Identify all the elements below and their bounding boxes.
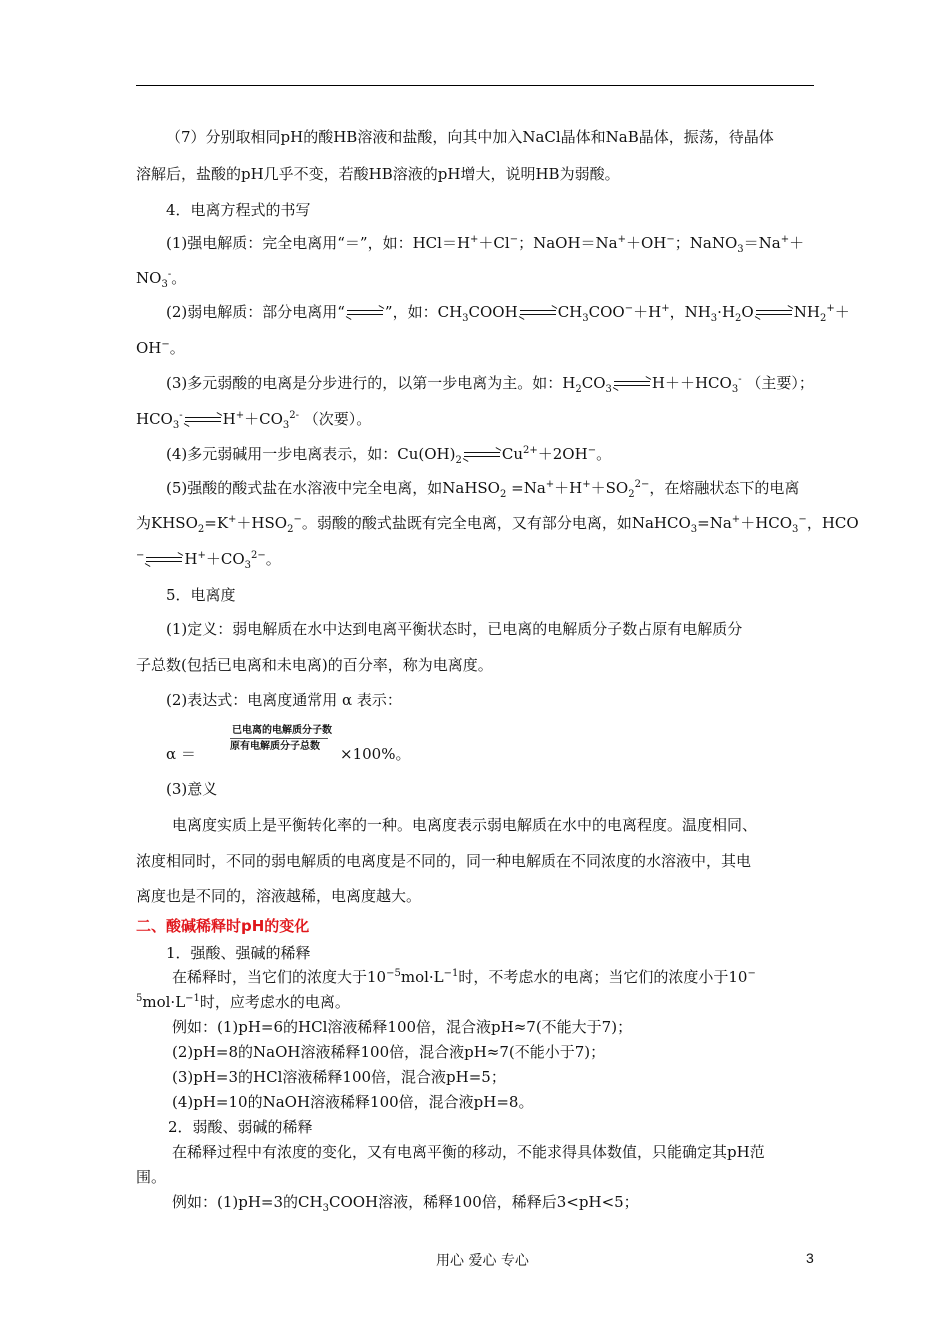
equilibrium-arrow-icon	[754, 308, 794, 318]
header-rule	[136, 85, 814, 86]
text-line: (3)多元弱酸的电离是分步进行的，以第一步电离为主。如：$H_2CO_3$ $H++HCO_3^-$ （主要）；	[166, 374, 814, 395]
text-line: 浓度相同时，不同的弱电解质的电离度是不同的，同一种电解质在不同浓度的水溶液中，其电	[136, 852, 752, 870]
text-line: (2)pH=8的NaOH溶液稀释100倍，混合液pH≈7(不能小于7)；	[172, 1043, 606, 1061]
text-line: OH−。	[136, 339, 185, 357]
text-line: 电离度实质上是平衡转化率的一种。电离度表示弱电解质在水中的电离程度。温度相同、	[172, 816, 758, 834]
fraction-bar	[230, 738, 328, 739]
formula-rhs: ×100%。	[340, 745, 411, 763]
text-line: (2)弱电解质：部分电离用“ ”，如：$CH_3COOH$ $CH_3COO^-+H^+$，$NH_3\cdot H_2O$ $NH_2^++$	[166, 303, 850, 324]
section-title: 二、酸碱稀释时pH的变化	[136, 917, 310, 935]
formula-lhs: α ＝	[166, 745, 196, 763]
equilibrium-arrow-icon	[144, 555, 184, 565]
text-line: (4)多元弱碱用一步电离表示，如：$Cu(OH)_2$ $Cu^{2+}+2OH^-$。	[166, 445, 612, 466]
text-line: (1)定义：弱电解质在水中达到电离平衡状态时，已电离的电解质分子数占原有电解质分	[166, 620, 743, 638]
text-line: (2)表达式：电离度通常用 α 表示：	[166, 691, 402, 709]
equilibrium-arrow-icon	[518, 308, 558, 318]
text-line: (3)意义	[166, 780, 218, 798]
text-line: (1)强电解质：完全电离用“＝”，如：HCl＝H+＋Cl−；NaOH＝Na+＋OH−；NaNO$_3$＝Na+＋	[166, 234, 805, 255]
footer-text: 用心 爱心 专心	[436, 1253, 529, 1269]
text-line: 子总数(包括已电离和未电离)的百分率，称为电离度。	[136, 656, 493, 674]
section-heading: 5．电离度	[166, 586, 236, 604]
text-line: 在稀释过程中有浓度的变化，又有电离平衡的移动，不能求得具体数值，只能确定其pH范	[172, 1143, 765, 1161]
equilibrium-arrow-icon	[462, 450, 502, 460]
equilibrium-arrow-icon	[612, 379, 652, 389]
equilibrium-arrow-icon	[183, 415, 223, 425]
text-line: − $H^++CO_3^{2-}$。	[136, 550, 281, 571]
fraction	[230, 724, 332, 753]
page-number: 3	[806, 1250, 814, 1266]
text-line: $NO_3^-$。	[136, 269, 187, 290]
text-line: $HCO_3^-$ $H^++CO_3^{2-}$ （次要）。	[136, 410, 372, 431]
section-heading: 4．电离方程式的书写	[166, 201, 311, 219]
text-line: 在稀释时，当它们的浓度大于$10^{-5}mol\cdot L^{-1}$时，不考虑水的电离；当它们的浓度小于10−	[172, 968, 756, 986]
text-line: 为$KHSO_2=K^++HSO_2^-$。弱酸的酸式盐既有完全电离，又有部分电离，如$NaHCO_3=Na^++HCO_3^-$，HCO	[136, 514, 859, 535]
text-line: 例如：(1)pH=6的HCl溶液稀释100倍，混合液pH≈7(不能大于7)；	[172, 1018, 633, 1036]
text-line: 离度也是不同的，溶液越稀，电离度越大。	[136, 887, 422, 905]
text-line: (3)pH=3的HCl溶液稀释100倍，混合液pH=5；	[172, 1068, 506, 1086]
text-line: 例如：(1)pH=3的$CH_3COOH$溶液，稀释100倍，稀释后3<pH<5；	[172, 1193, 639, 1214]
text-line: (5)强酸的酸式盐在水溶液中完全电离，如NaHSO$_2$ $=Na^++H^++SO_2^{2-}$，在熔融状态下的电离	[166, 479, 800, 500]
section-heading: 2．弱酸、弱碱的稀释	[168, 1118, 313, 1136]
fraction-denominator: 原有电解质分子总数	[230, 741, 320, 752]
text-line: （7）分别取相同pH的酸HB溶液和盐酸，向其中加入NaCl晶体和NaB晶体，振荡，待晶体	[166, 128, 774, 146]
text-line: $^5mol\cdot L^{-1}$时，应考虑水的电离。	[136, 993, 350, 1011]
equilibrium-arrow-icon	[345, 308, 385, 318]
fraction-numerator: 已电离的电解质分子数	[232, 725, 332, 736]
section-heading: 1．强酸、强碱的稀释	[166, 944, 311, 962]
text-line: 溶解后，盐酸的pH几乎不变，若酸HB溶液的pH增大，说明HB为弱酸。	[136, 165, 620, 183]
text-line: (4)pH=10的NaOH溶液稀释100倍，混合液pH=8。	[172, 1093, 534, 1111]
text-line: 围。	[136, 1168, 167, 1186]
